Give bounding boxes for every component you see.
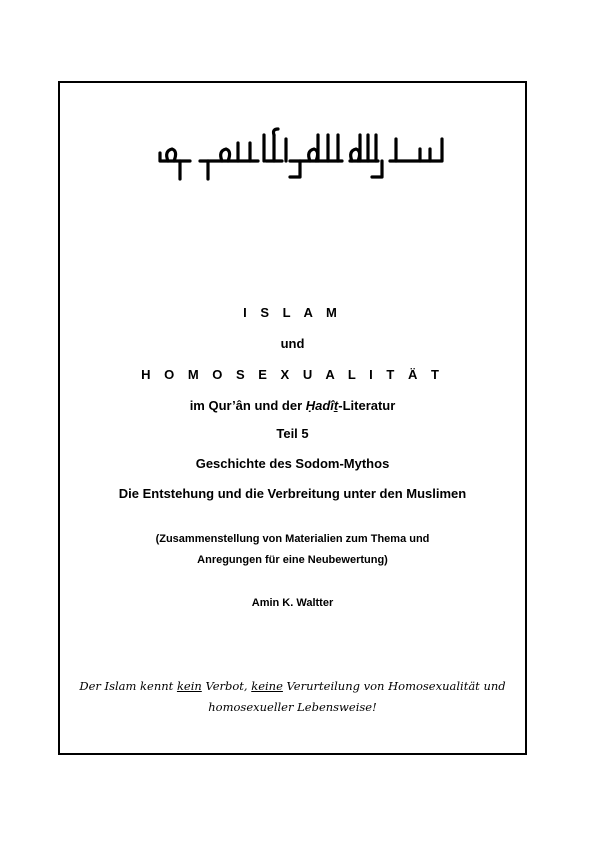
tagline-part-2: Verbot, — [201, 679, 252, 693]
subtitle-hadith: Ḥadîṯ — [305, 398, 339, 413]
subtitle-prefix: im Qur’ân und der — [189, 398, 306, 413]
part-number: Teil 5 — [276, 426, 309, 441]
note-line-1: (Zusammenstellung von Materialien zum Thema und — [155, 533, 430, 545]
heading-sodom-mythos: Geschichte des Sodom-Mythos — [195, 456, 390, 471]
tagline-part-3: Verurteilung von Homosexualität und — [282, 679, 506, 693]
title-islam: I S L A M — [243, 305, 342, 320]
tagline-line-1 — [58, 678, 527, 694]
note-line-2: Anregungen für eine Neubewertung) — [197, 554, 388, 566]
tagline-underline-keine: keine — [251, 679, 283, 693]
tagline-line-2: homosexueller Lebensweise! — [208, 700, 377, 714]
title-homosexualitaet: H O M O S E X U A L I T Ä T — [141, 367, 444, 382]
basmala-calligraphy — [150, 125, 450, 185]
tagline-part-1: Der Islam kennt — [79, 679, 177, 693]
subtitle — [58, 398, 527, 414]
heading-entstehung: Die Entstehung und die Verbreitung unter den Muslimen — [118, 486, 467, 501]
subtitle-suffix: -Literatur — [338, 398, 396, 413]
title-und: und — [280, 336, 305, 351]
tagline-underline-kein: kein — [176, 679, 202, 693]
author: Amin K. Waltter — [251, 597, 334, 609]
